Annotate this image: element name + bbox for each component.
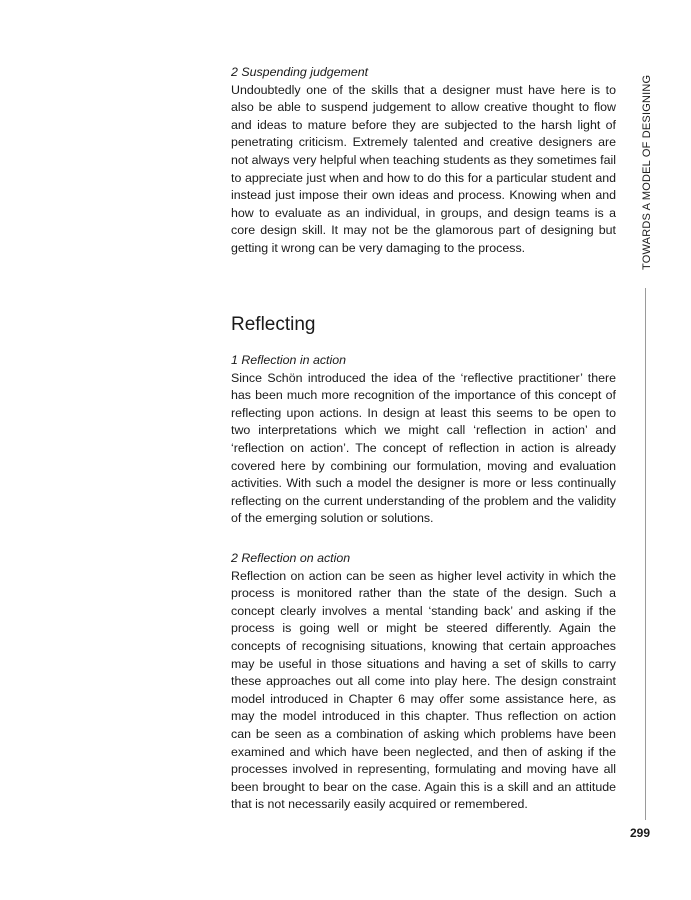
section-heading: Reflecting xyxy=(231,314,316,335)
running-head-text: TOWARDS A MODEL OF DESIGNING xyxy=(641,74,653,270)
paragraph: Undoubtedly one of the skills that a designer must have here is to also be able to suspend judgement to allow creative thought to flow and ideas to mature before they are subjected to the harsh light of penetrating criticism. Extremely talented and creative designers are not always very helpful when teaching students as they sometimes fail to appreciate just when and how to do this for a particular student and instead just impose their own ideas and process. Knowing when and how to evaluate as an individual, in groups, and design teams is a core design skill. It may not be the glamorous part of designing but getting it wrong can be very damaging to the process. xyxy=(231,82,616,255)
section-reflection-on-action xyxy=(231,550,616,814)
subheading: 2 Suspending judgement xyxy=(231,65,369,79)
section-suspending-judgement xyxy=(231,64,616,258)
subheading: 1 Reflection in action xyxy=(231,353,347,367)
section-reflection-in-action xyxy=(231,352,616,528)
running-head xyxy=(639,70,655,270)
paragraph: Since Schön introduced the idea of the ‘reflective practitioner’ there has been much more recognition of the importance of this concept of reflecting upon actions. In design at least this seems to be open to two interpretations which we might call ‘reflection in action’ and ‘reflection on action’. The concept of reflection in action is already covered here by combining our formulation, moving and evaluation activities. With such a model the designer is more or less continually reflecting on the current understanding of the problem and the validity of the emerging solution or solutions. xyxy=(231,370,616,526)
paragraph: Reflection on action can be seen as higher level activity in which the process is monitored rather than the state of the design. Such a concept clearly involves a mental ‘standing back’ and asking if the process is going well or might be steered differently. Again the concepts of recognising situations, knowing that certain approaches may be useful in those situations and having a set of skills to carry these approaches out all come into play here. The design constraint model introduced in Chapter 6 may offer some assistance here, as may the model introduced in this chapter. Thus reflection on action can be seen as a combination of asking which problems have been examined and which have been neglected, and then of asking if the processes involved in representing, formulating and moving have all been brought to bear on the case. Again this is a skill and an attitude that is not necessarily easily acquired or remembered. xyxy=(231,568,616,812)
margin-rule xyxy=(645,288,646,820)
subheading: 2 Reflection on action xyxy=(231,551,351,565)
page-number: 299 xyxy=(630,826,651,840)
